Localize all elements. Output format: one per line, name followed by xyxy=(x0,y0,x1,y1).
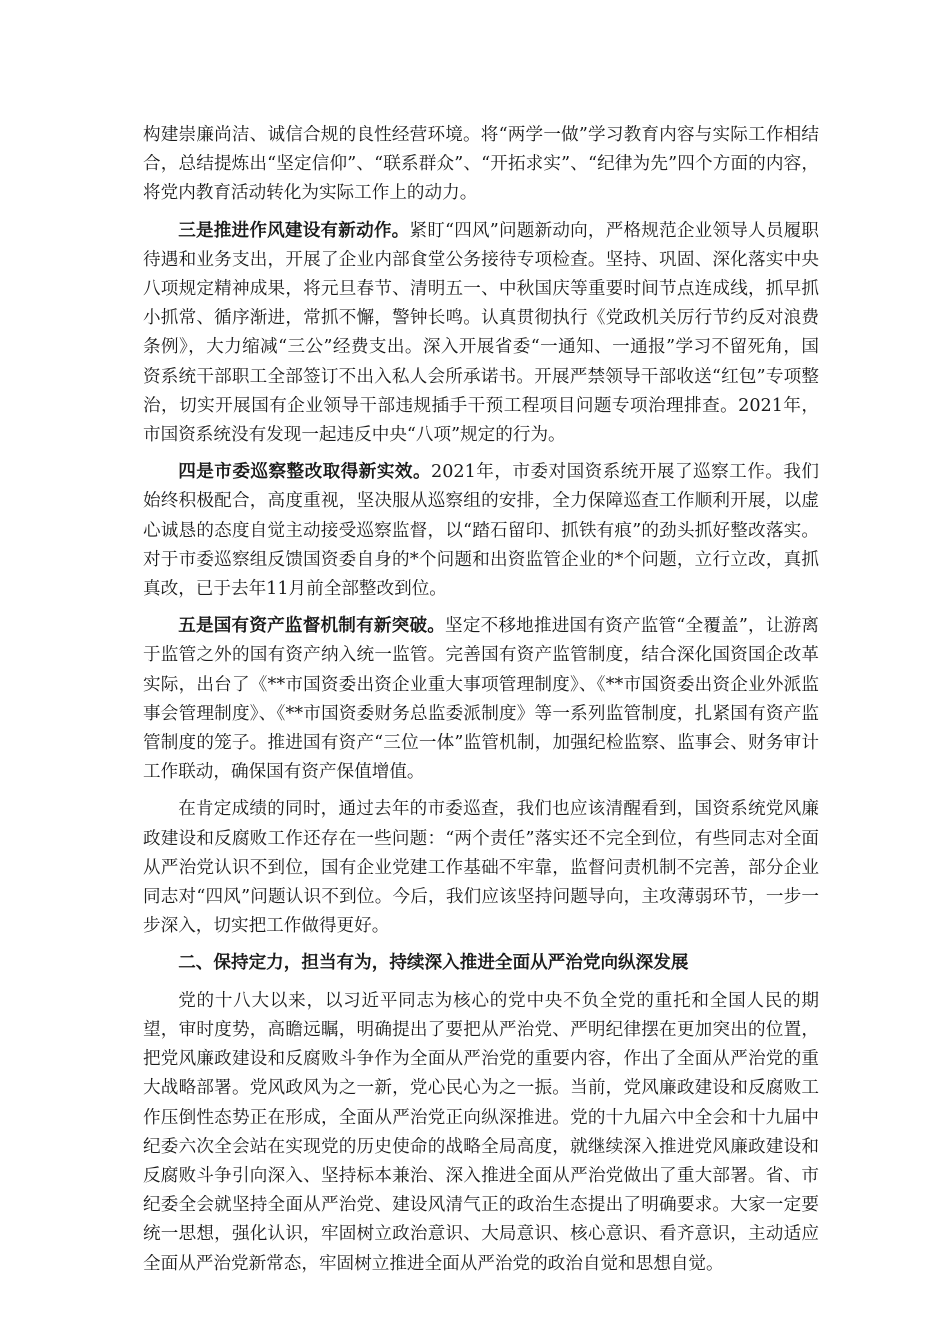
paragraph-4 xyxy=(143,612,819,787)
paragraph-3-lead: 四是市委巡察整改取得新实效。 xyxy=(178,462,432,483)
document-page xyxy=(143,121,819,1279)
paragraph-1: 构建崇廉尚洁、诚信合规的良性经营环境。将“两学一做”学习教育内容与实际工作相结合，总结提炼出“坚定信仰”、“联系群众”、“开拓求实”、“纪律为先”四个方面的内容，将党内教育活动转化为实际工作上的动力。 xyxy=(143,125,819,204)
paragraph-5: 在肯定成绩的同时，通过去年的市委巡查，我们也应该清醒看到，国资系统党风廉政建设和反腐败工作还存在一些问题：“两个责任”落实还不完全到位，有些同志对全面从严治党认识不到位，国有企业党建工作基础不牢靠，监督问责机制不完善，部分企业同志对“四风”问题认识不到位。今后，我们应该坚持问题导向，主攻薄弱环节，一步一步深入，切实把工作做得更好。 xyxy=(143,799,819,937)
paragraph-4-text: 坚定不移地推进国有资产监管“全覆盖”，让游离于监管之外的国有资产纳入统一监管。完善国有资产监管制度，结合深化国资国企改革实际，出台了《**市国资委出资企业重大事项管理制度》、《**市国资委出资企业外派监事会管理制度》、《**市国资委财务总监委派制度》等一系列监管制度，扎紧国有资产监管制度的笼子。推进国有资产“三位一体”监管机制，加强纪检监察、监事会、财务审计工作联动，确保国有资产保值增值。 xyxy=(143,616,819,783)
paragraph-4-lead: 五是国有资产监督机制有新突破。 xyxy=(178,616,446,637)
paragraph-6: 党的十八大以来，以习近平同志为核心的党中央不负全党的重托和全国人民的期望，审时度势，高瞻远瞩，明确提出了要把从严治党、严明纪律摆在更加突出的位置，把党风廉政建设和反腐败斗争作为全面从严治党的重要内容，作出了全面从严治党的重大战略部署。党风政风为之一新，党心民心为之一振。当前，党风廉政建设和反腐败工作压倒性态势正在形成，全面从严治党正向纵深推进。党的十九届六中全会和十九届中纪委六次全会站在实现党的历史使命的战略全局高度，就继续深入推进党风廉政建设和反腐败斗争引向深入、坚持标本兼治、深入推进全面从严治党做出了重大部署。省、市纪委全会就坚持全面从严治党、建设风清气正的政治生态提出了明确要求。大家一定要统一思想，强化认识，牢固树立政治意识、大局意识、核心意识、看齐意识，主动适应全面从严治党新常态，牢固树立推进全面从严治党的政治自觉和思想自觉。 xyxy=(143,990,819,1274)
section-heading-2: 二、保持定力，担当有为，持续深入推进全面从严治党向纵深发展 xyxy=(178,953,689,974)
paragraph-3-text: 2021年，市委对国资系统开展了巡察工作。我们始终积极配合，高度重视，坚决服从巡察组的安排，全力保障巡查工作顺利开展，以虚心诚恳的态度自觉主动接受巡察监督，以“踏石留印、抓铁有痕”的劲头抓好整改落实。对于市委巡察组反馈国资委自身的*个问题和出资监管企业的*个问题，立行立改，真抓真改，已于去年11月前全部整改到位。 xyxy=(143,462,819,600)
paragraph-2-text: 紧盯“四风”问题新动向，严格规范企业领导人员履职待遇和业务支出，开展了企业内部食堂公务接待专项检查。坚持、巩固、深化落实中央八项规定精神成果，将元旦春节、清明五一、中秋国庆等重要时间节点连成线，抓早抓小抓常、循序渐进，常抓不懈，警钟长鸣。认真贯彻执行《党政机关厉行节约反对浪费条例》，大力缩减“三公”经费支出。深入开展省委“一通知、一通报”学习不留死角，国资系统干部职工全部签订不出入私人会所承诺书。开展严禁领导干部收送“红包”专项整治，切实开展国有企业领导干部违规插手干预工程项目问题专项治理排查。2021年，市国资系统没有发现一起违反中央“八项”规定的行为。 xyxy=(143,220,819,446)
paragraph-2 xyxy=(143,217,819,451)
paragraph-2-lead: 三是推进作风建设有新动作。 xyxy=(178,220,410,241)
paragraph-3 xyxy=(143,458,819,604)
